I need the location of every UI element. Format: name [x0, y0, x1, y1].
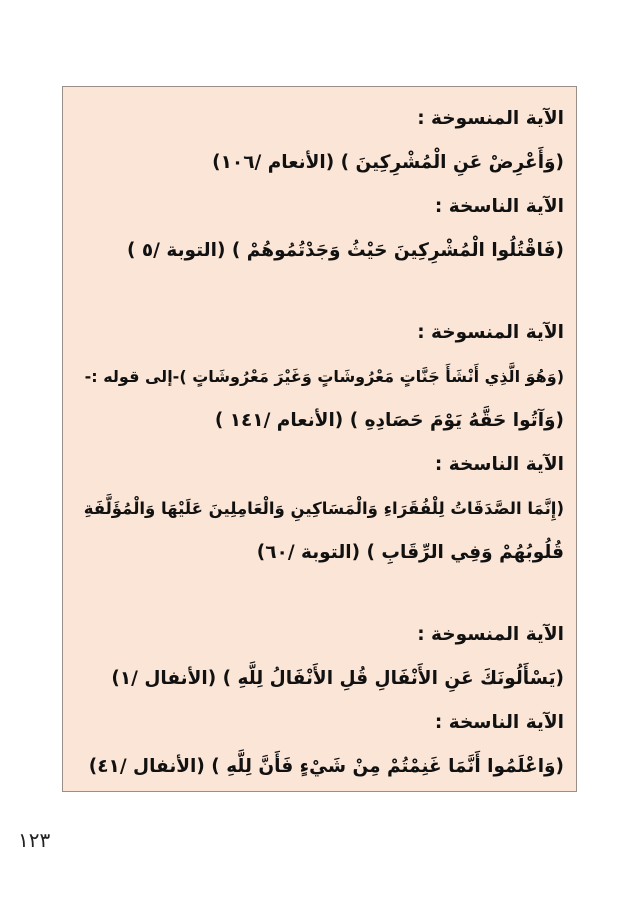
- verse-heading: الآية الناسخة :: [434, 712, 564, 733]
- verse-heading: الآية المنسوخة :: [417, 322, 564, 343]
- verse-text: (وَأَعْرِضْ عَنِ الْمُشْرِكِينَ ) (الأنعام /١٠٦): [212, 152, 564, 173]
- verse-text: قُلُوبُهُمْ وَفِي الرِّقَابِ ) (التوبة /٦٠): [256, 542, 564, 563]
- verse-heading: الآية الناسخة :: [434, 196, 564, 217]
- verse-text: (إِنَّمَا الصَّدَقَاتُ لِلْفُقَرَاءِ وَالْمَسَاكِينِ وَالْعَامِلِينَ عَلَيْهَا وَالْمُؤَلَّفَةِ: [83, 499, 564, 518]
- verse-heading: الآية المنسوخة :: [417, 624, 564, 645]
- verse-heading: الآية المنسوخة :: [417, 108, 564, 129]
- verse-text: (وَهُوَ الَّذِي أَنْشَأَ جَنَّاتٍ مَعْرُوشَاتٍ وَغَيْرَ مَعْرُوشَاتٍ )-إلى قوله :-: [84, 367, 564, 386]
- block-spacer: [75, 273, 564, 311]
- block-spacer: [75, 575, 564, 613]
- page-number: ١٢٣: [18, 828, 51, 852]
- verse-text: (فَاقْتُلُوا الْمُشْرِكِينَ حَيْثُ وَجَدْتُمُوهُمْ ) (التوبة /٥ ): [126, 240, 564, 261]
- verse-text: الآية الناسخة :: [434, 454, 564, 475]
- verse-text: (يَسْأَلُونَكَ عَنِ الأَنْفَالِ قُلِ الأَنْفَالُ لِلَّهِ ) (الأنفال /١): [111, 668, 564, 689]
- verse-text: (وَآتُوا حَقَّهُ يَوْمَ حَصَادِهِ ) (الأنعام /١٤١ ): [214, 410, 564, 431]
- verse-text: (وَاعْلَمُوا أَنَّمَا غَنِمْتُمْ مِنْ شَيْءٍ فَأَنَّ لِلَّهِ ) (الأنفال /٤١): [88, 756, 564, 777]
- verse-box: [62, 86, 577, 792]
